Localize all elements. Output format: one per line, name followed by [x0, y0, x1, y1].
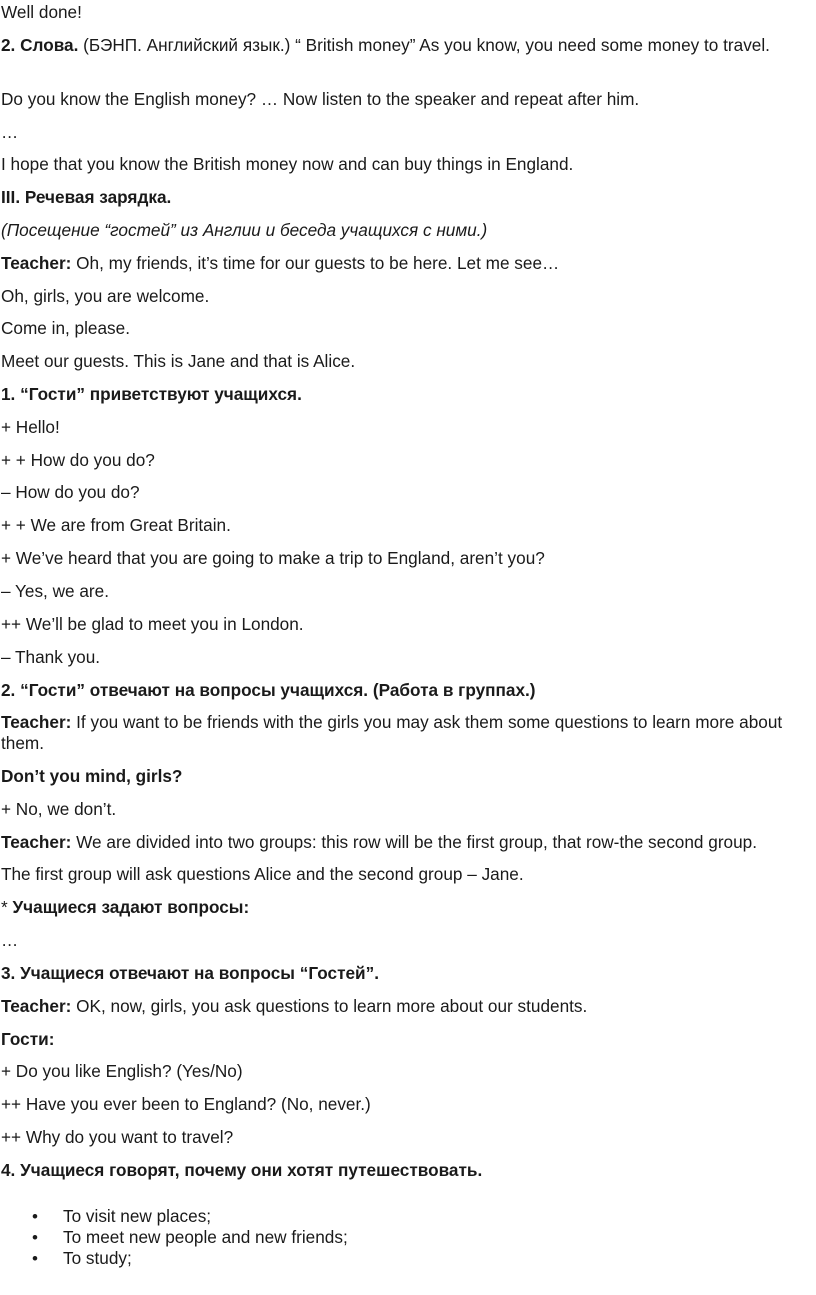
dialogue-line: Come in, please. — [1, 318, 130, 338]
dialogue-line: ++ Have you ever been to England? (No, never.) — [1, 1094, 371, 1114]
dialogue-line: + No, we don’t. — [1, 799, 117, 819]
dialogue-line: – How do you do? — [1, 482, 140, 502]
section-heading: 1. “Гости” приветствуют учащихся. — [1, 384, 302, 404]
dialogue-line: The first group will ask questions Alice and the second group – Jane. — [1, 864, 524, 884]
dialogue-line: * Учащиеся задают вопросы: — [1, 897, 250, 917]
list-item: • To meet new people and new friends; — [1, 1227, 348, 1248]
section-heading: 2. “Гости” отвечают на вопросы учащихся. (Работа в группах.) — [1, 680, 536, 700]
dialogue-line: Don’t you mind, girls? — [1, 766, 183, 786]
dialogue-line: + Do you like English? (Yes/No) — [1, 1061, 243, 1081]
dialogue-line: Гости: — [1, 1029, 55, 1049]
dialogue-line: Oh, girls, you are welcome. — [1, 286, 210, 306]
dialogue-line: – Yes, we are. — [1, 581, 109, 601]
paragraph: 2. Слова. (БЭНП. Английский язык.) “ British money” As you know, you need some money to travel. — [1, 35, 770, 55]
reasons-list — [1, 1206, 348, 1269]
dialogue-line: Teacher: If you want to be friends with the girls you may ask them some questions to learn more about them. — [1, 712, 783, 753]
dialogue-line: Meet our guests. This is Jane and that is Alice. — [1, 351, 356, 371]
dialogue-line: + Hello! — [1, 417, 60, 437]
list-item: • To study; — [1, 1248, 348, 1269]
dialogue-line: + + We are from Great Britain. — [1, 515, 231, 535]
dialogue-line: – Thank you. — [1, 647, 101, 667]
dialogue-line: Teacher: We are divided into two groups: this row will be the first group, that row-the second group. — [1, 832, 757, 852]
dialogue-line: … — [1, 930, 19, 950]
paragraph: … — [1, 122, 19, 142]
section-heading: 4. Учащиеся говорят, почему они хотят путешествовать. — [1, 1160, 483, 1180]
dialogue-line: + + How do you do? — [1, 450, 155, 470]
paragraph: I hope that you know the British money now and can buy things in England. — [1, 154, 574, 174]
section-heading: 3. Учащиеся отвечают на вопросы “Гостей”. — [1, 963, 379, 983]
dialogue-line: ++ Why do you want to travel? — [1, 1127, 234, 1147]
list-item: • To visit new places; — [1, 1206, 348, 1227]
section-heading: III. Речевая зарядка. — [1, 187, 172, 207]
dialogue-line: ++ We’ll be glad to meet you in London. — [1, 614, 304, 634]
dialogue-line: Teacher: OK, now, girls, you ask questions to learn more about our students. — [1, 996, 588, 1016]
paragraph: Do you know the English money? … Now listen to the speaker and repeat after him. — [1, 89, 640, 109]
stage-direction: (Посещение “гостей” из Англии и беседа учащихся с ними.) — [1, 220, 488, 240]
paragraph: Well done! — [1, 2, 82, 22]
dialogue-line: + We’ve heard that you are going to make a trip to England, aren’t you? — [1, 548, 545, 568]
dialogue-line: Teacher: Oh, my friends, it’s time for our guests to be here. Let me see… — [1, 253, 560, 273]
